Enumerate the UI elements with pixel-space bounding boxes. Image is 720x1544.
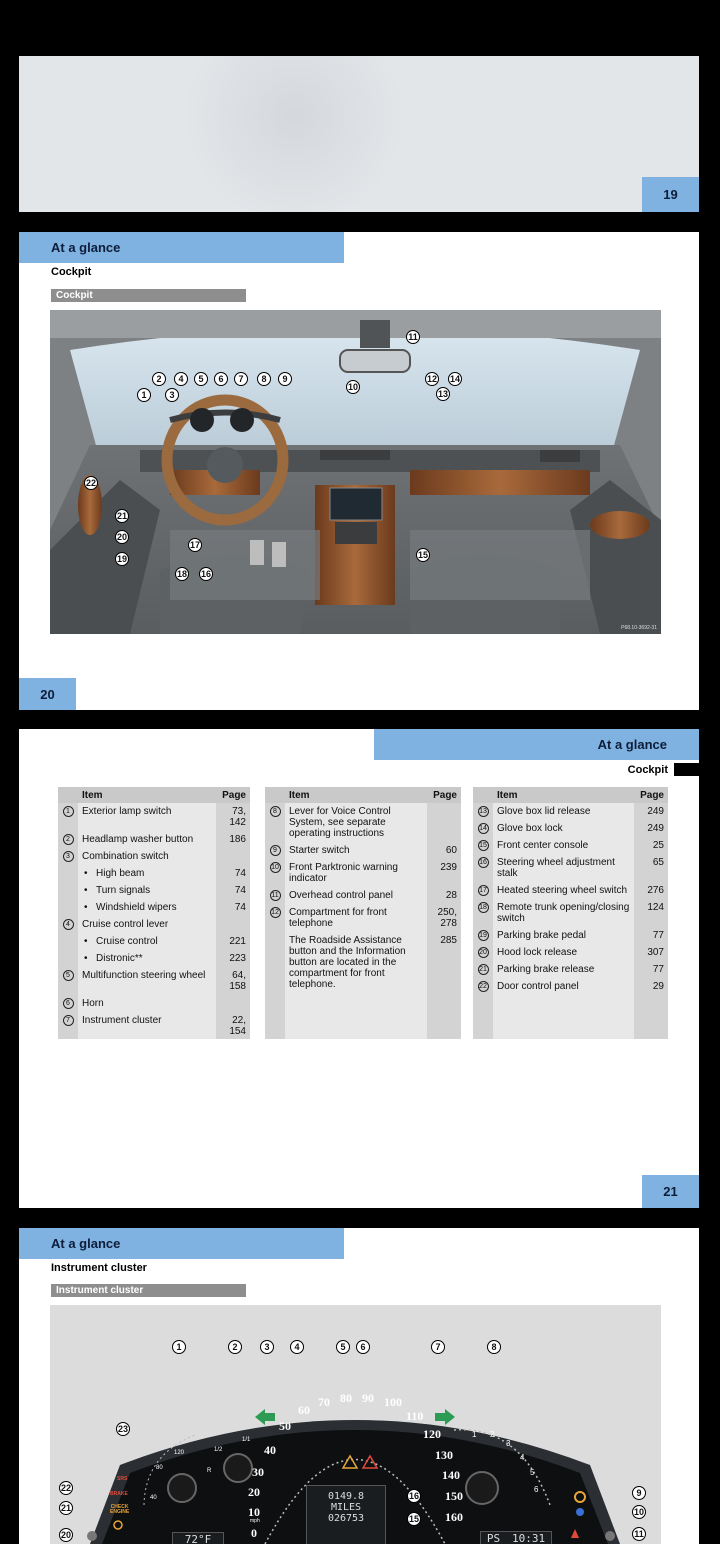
item-text: Compartment for front telephone [289, 907, 387, 929]
figure-label: Instrument cluster [51, 1284, 246, 1297]
item-number [265, 845, 285, 856]
total-odometer: 026753 [327, 1513, 365, 1524]
page-20 [19, 232, 699, 710]
callout-2: 2 [228, 1340, 242, 1354]
fuel-half-mark: 1/2 [214, 1447, 223, 1453]
rpm-tick-1: 1 [472, 1430, 477, 1439]
table-body [58, 803, 250, 1040]
callout-7: 7 [431, 1340, 445, 1354]
speed-tick-80: 80 [340, 1391, 352, 1405]
table-row [473, 820, 668, 837]
item-number-badge: 12 [271, 909, 279, 916]
header-page: Page [222, 789, 246, 801]
item-number [265, 806, 285, 839]
item-text: Lever for Voice Control System, see separate operating instructions [289, 806, 391, 839]
table-row [58, 803, 250, 831]
temp-tick-40: 40 [150, 1495, 157, 1501]
gear-indicator: PS [486, 1532, 501, 1544]
item-number-badge: 8 [270, 806, 281, 817]
item-number-badge: 19 [479, 932, 487, 939]
item-number-badge: 6 [63, 998, 74, 1009]
table-row [265, 803, 461, 842]
speed-tick-150: 150 [445, 1489, 463, 1503]
item-text: Remote trunk opening/closing switch [497, 902, 630, 924]
item-page: 64, 158 [229, 970, 246, 992]
table-body [265, 803, 461, 993]
item-number [473, 840, 493, 851]
table-header [473, 787, 668, 803]
trip-odometer: 0149.8 [327, 1491, 365, 1502]
item-page: 60 [445, 845, 457, 856]
item-table-2 [265, 787, 461, 1039]
item-number [473, 981, 493, 992]
table-row [473, 854, 668, 882]
item-number [473, 806, 493, 817]
section-header: At a glance [374, 729, 699, 760]
page-number: 21 [642, 1175, 699, 1208]
callout-12: 12 [425, 372, 439, 386]
item-page [216, 998, 250, 1009]
header-item: Item [289, 789, 310, 801]
item-text: • Cruise control [78, 936, 216, 947]
item-page: 28 [445, 890, 457, 901]
callout-21: 21 [115, 509, 129, 523]
item-number-badge: 13 [479, 808, 487, 815]
item-text: Exterior lamp switch [82, 806, 172, 817]
item-number-badge: 22 [479, 983, 487, 990]
callout-4: 4 [290, 1340, 304, 1354]
item-number [58, 902, 78, 913]
table-row [58, 995, 250, 1012]
item-number-badge: 20 [479, 949, 487, 956]
speed-tick-140: 140 [442, 1468, 460, 1482]
item-page: 307 [647, 947, 664, 958]
temp-tick-80: 80 [156, 1465, 163, 1471]
brake-warning: BRAKE [110, 1491, 128, 1497]
clock: 10:31 [511, 1532, 546, 1544]
item-number [265, 907, 285, 929]
item-number-badge: 5 [63, 970, 74, 981]
item-table-3 [473, 787, 668, 1039]
callout-22: 22 [59, 1481, 73, 1495]
item-text: Cruise control lever [82, 919, 169, 930]
page-number: 20 [19, 678, 76, 710]
callout-8: 8 [257, 372, 271, 386]
item-text: Multifunction steering wheel [82, 970, 206, 981]
item-page: 249 [647, 823, 664, 834]
item-text: Heated steering wheel switch [497, 885, 628, 896]
item-number [473, 857, 493, 879]
callout-17: 17 [188, 538, 202, 552]
callout-4: 4 [174, 372, 188, 386]
callout-6: 6 [356, 1340, 370, 1354]
fuel-reserve-mark: R [207, 1468, 212, 1474]
item-number-badge: 4 [63, 919, 74, 930]
callout-10: 10 [632, 1505, 646, 1519]
callout-19: 19 [115, 552, 129, 566]
item-number [58, 919, 78, 930]
item-number [473, 823, 493, 834]
item-page [427, 806, 461, 839]
item-number [58, 868, 78, 879]
item-number-badge: 18 [479, 904, 487, 911]
item-text: Overhead control panel [289, 890, 393, 901]
callout-10: 10 [346, 380, 360, 394]
rpm-tick-3: 3 [506, 1439, 511, 1448]
callout-11: 11 [632, 1527, 646, 1541]
item-text: Parking brake release [497, 964, 595, 975]
item-text: Glove box lock [497, 823, 563, 834]
rpm-tick-4: 4 [520, 1453, 525, 1462]
subsection-title: Cockpit [627, 763, 668, 776]
table-row [58, 865, 250, 882]
item-number [473, 885, 493, 896]
callout-20: 20 [115, 530, 129, 544]
table-header [265, 787, 461, 803]
rpm-tick-2: 2 [490, 1430, 495, 1439]
item-text: • High beam [78, 868, 216, 879]
table-row [58, 899, 250, 916]
header-item: Item [82, 789, 103, 801]
callout-2: 2 [152, 372, 166, 386]
odometer-display [306, 1485, 386, 1544]
rpm-tick-6: 6 [534, 1485, 539, 1494]
speed-tick-70: 70 [318, 1395, 330, 1409]
item-text: The Roadside Assistance button and the Information button are located in the compartment for front telephone. [289, 935, 406, 990]
item-text: Starter switch [289, 845, 350, 856]
item-number [265, 862, 285, 884]
item-number-badge: 1 [63, 806, 74, 817]
table-row [58, 933, 250, 950]
speed-tick-0: 0 [251, 1526, 257, 1540]
table-row [58, 967, 250, 995]
item-text: Front Parktronic warning indicator [289, 862, 398, 884]
item-text: Combination switch [82, 851, 169, 862]
item-number-badge: 11 [271, 892, 279, 899]
speed-tick-10: 10 [248, 1505, 260, 1519]
header-page: Page [433, 789, 457, 801]
item-text: • Distronic** [78, 953, 216, 964]
table-row [265, 904, 461, 932]
callout-13: 13 [436, 387, 450, 401]
gear-time-display [480, 1531, 552, 1544]
item-page: 249 [647, 806, 664, 817]
callout-14: 14 [448, 372, 462, 386]
temp-tick-120: 120 [174, 1450, 185, 1456]
callout-11: 11 [406, 330, 420, 344]
item-page: 25 [652, 840, 664, 851]
callout-7: 7 [234, 372, 248, 386]
item-text: Instrument cluster [82, 1015, 162, 1026]
item-number [58, 953, 78, 964]
item-table-1 [58, 787, 250, 1039]
item-page: 223 [229, 953, 246, 964]
callout-23: 23 [116, 1422, 130, 1436]
item-page: 250, 278 [437, 907, 457, 929]
item-page: 65 [652, 857, 664, 868]
temperature-display: 72°F [172, 1532, 224, 1544]
header-page: Page [640, 789, 664, 801]
callout-5: 5 [194, 372, 208, 386]
item-page: 77 [652, 964, 664, 975]
table-row [473, 944, 668, 961]
item-number-badge: 14 [479, 825, 487, 832]
figure-label: Cockpit [51, 289, 246, 302]
item-number [473, 964, 493, 975]
item-page: 74 [234, 902, 246, 913]
check-engine-warning: CHECK ENGINE [110, 1504, 130, 1515]
callout-15: 15 [407, 1512, 421, 1526]
speed-tick-130: 130 [435, 1448, 453, 1462]
callout-3: 3 [165, 388, 179, 402]
item-number [473, 947, 493, 958]
srs-warning: SRS [117, 1476, 128, 1482]
table-row [473, 978, 668, 995]
item-text: Headlamp washer button [82, 834, 194, 845]
speed-tick-160: 160 [445, 1510, 463, 1524]
item-page: 22, 154 [229, 1015, 246, 1037]
item-number [265, 935, 285, 990]
item-text: • Windshield wipers [78, 902, 216, 913]
item-number-badge: 2 [63, 834, 74, 845]
item-page: 186 [229, 834, 246, 845]
page-19 [19, 56, 699, 212]
callout-5: 5 [336, 1340, 350, 1354]
item-page: 73, 142 [229, 806, 246, 828]
subsection-marker [674, 763, 699, 776]
table-row [58, 1012, 250, 1040]
item-number [58, 806, 78, 828]
item-text: Door control panel [497, 981, 579, 992]
speed-tick-50: 50 [279, 1419, 291, 1433]
photo-code: P68.10-3692-31 [621, 625, 657, 631]
rpm-tick-5: 5 [530, 1468, 535, 1477]
item-page: 77 [652, 930, 664, 941]
section-header: At a glance [19, 232, 344, 263]
callout-16: 16 [199, 567, 213, 581]
item-number-badge: 17 [479, 887, 487, 894]
cockpit-illustration [50, 310, 661, 634]
speed-tick-30: 30 [252, 1465, 264, 1479]
item-page: 74 [234, 868, 246, 879]
item-page [216, 851, 250, 862]
header-item: Item [497, 789, 518, 801]
callout-15: 15 [416, 548, 430, 562]
item-page: 276 [647, 885, 664, 896]
cockpit-photo [50, 310, 661, 634]
odometer-unit: MILES [330, 1502, 362, 1513]
item-number [58, 834, 78, 845]
table-header [58, 787, 250, 803]
speed-tick-40: 40 [264, 1443, 276, 1457]
table-row [265, 887, 461, 904]
item-number-badge: 7 [63, 1015, 74, 1026]
item-number [473, 930, 493, 941]
page-22 [19, 1228, 699, 1544]
table-row [473, 927, 668, 944]
table-row [58, 916, 250, 933]
table-row [473, 961, 668, 978]
speed-tick-90: 90 [362, 1391, 374, 1405]
callout-20: 20 [59, 1528, 73, 1542]
callout-22: 22 [84, 476, 98, 490]
callout-18: 18 [175, 567, 189, 581]
item-number [58, 998, 78, 1009]
item-page: 124 [647, 902, 664, 913]
table-row [58, 831, 250, 848]
item-page: 221 [229, 936, 246, 947]
item-number-badge: 16 [479, 859, 487, 866]
page-number: 19 [642, 177, 699, 212]
instrument-cluster-figure [50, 1305, 661, 1544]
table-body [473, 803, 668, 995]
callout-9: 9 [632, 1486, 646, 1500]
table-row [58, 848, 250, 865]
item-number [58, 851, 78, 862]
item-number-badge: 15 [479, 842, 487, 849]
callout-8: 8 [487, 1340, 501, 1354]
table-row [473, 899, 668, 927]
callout-21: 21 [59, 1501, 73, 1515]
item-number [58, 936, 78, 947]
fuel-full-mark: 1/1 [242, 1437, 251, 1443]
item-number [265, 890, 285, 901]
callout-1: 1 [172, 1340, 186, 1354]
mph-label: mph [250, 1518, 260, 1524]
callout-3: 3 [260, 1340, 274, 1354]
item-number-badge: 3 [63, 851, 74, 862]
table-row [265, 842, 461, 859]
item-text: Steering wheel adjustment stalk [497, 857, 615, 879]
item-number [58, 1015, 78, 1037]
callout-9: 9 [278, 372, 292, 386]
item-page [216, 919, 250, 930]
item-number-badge: 9 [270, 845, 281, 856]
speed-tick-120: 120 [423, 1427, 441, 1441]
table-row [473, 837, 668, 854]
item-text: Glove box lid release [497, 806, 591, 817]
speed-tick-100: 100 [384, 1395, 402, 1409]
table-row [265, 932, 461, 993]
item-page: 239 [440, 862, 457, 873]
subsection-title: Instrument cluster [51, 1262, 147, 1274]
item-text: Parking brake pedal [497, 930, 586, 941]
callout-6: 6 [214, 372, 228, 386]
table-row [58, 950, 250, 967]
callout-1: 1 [137, 388, 151, 402]
subsection-title: Cockpit [51, 266, 92, 278]
page-21 [19, 729, 699, 1208]
item-page: 74 [234, 885, 246, 896]
table-row [265, 859, 461, 887]
section-header: At a glance [19, 1228, 344, 1259]
speed-tick-20: 20 [248, 1485, 260, 1499]
item-text: • Turn signals [78, 885, 216, 896]
item-page: 29 [652, 981, 664, 992]
item-page: 285 [440, 935, 457, 946]
speed-tick-60: 60 [298, 1403, 310, 1417]
table-row [473, 803, 668, 820]
item-number [473, 902, 493, 924]
table-row [58, 882, 250, 899]
item-text: Horn [82, 998, 104, 1009]
item-text: Hood lock release [497, 947, 578, 958]
subsection-row [628, 763, 699, 776]
item-number [58, 885, 78, 896]
page-19-background [169, 56, 419, 212]
speed-tick-110: 110 [406, 1409, 424, 1423]
item-number-badge: 10 [271, 864, 279, 871]
item-number [58, 970, 78, 992]
item-number-badge: 21 [479, 966, 487, 973]
item-text: Front center console [497, 840, 589, 851]
table-row [473, 882, 668, 899]
callout-16: 16 [407, 1489, 421, 1503]
